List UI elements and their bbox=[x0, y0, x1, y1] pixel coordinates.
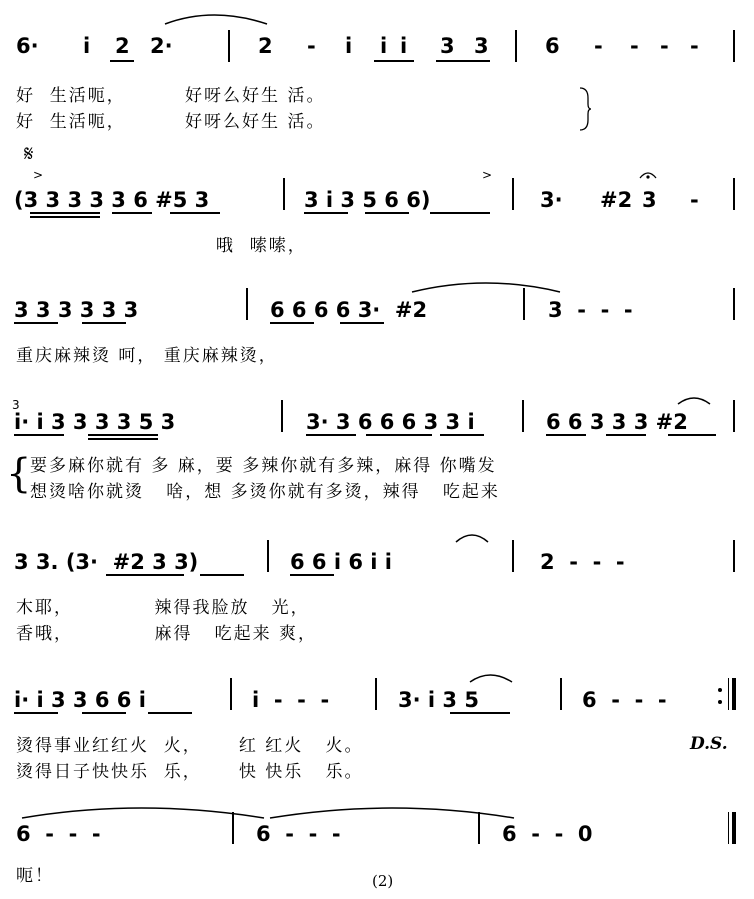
tie-arc bbox=[410, 274, 570, 294]
note: - bbox=[660, 34, 669, 58]
note: - bbox=[307, 34, 316, 58]
note: 3 i 3 5 6 6) bbox=[304, 188, 431, 212]
note: i bbox=[83, 34, 91, 58]
tie-arc bbox=[468, 668, 518, 684]
lyric-line: 烫得事业红红火 火， 红 红火 火。 bbox=[16, 736, 364, 756]
note: 6 6 6 6 3· #2 bbox=[270, 298, 428, 322]
note: i· i 3 3 6 6 i bbox=[14, 688, 146, 712]
note: 2 - - - bbox=[540, 550, 625, 574]
lyric-line: 重庆麻辣烫 呵， 重庆麻辣烫， bbox=[16, 346, 278, 366]
note: 6· bbox=[16, 34, 39, 58]
note: 3 bbox=[440, 34, 455, 58]
lyric-line: 好 生活呃， 好呀么好生 活。 bbox=[16, 112, 326, 132]
accent-icon: > bbox=[33, 168, 44, 182]
note: #2 bbox=[600, 188, 633, 212]
note: 3 - - - bbox=[548, 298, 633, 322]
lyric-line: 好 生活呃， 好呀么好生 活。 bbox=[16, 86, 326, 106]
accent-icon: > bbox=[482, 168, 493, 182]
note: 3 3 3 3 3 3 bbox=[14, 298, 139, 322]
note: - bbox=[630, 34, 639, 58]
note: 6 6 i 6 i i bbox=[290, 550, 392, 574]
note: 2· bbox=[150, 34, 173, 58]
lyric-line: 呃！ bbox=[16, 866, 54, 886]
ds-marking: D.S. bbox=[690, 734, 728, 754]
note: 3 bbox=[474, 34, 489, 58]
note: 6 - - - bbox=[16, 822, 101, 846]
lyric-line: 哦 嗦嗦， bbox=[16, 236, 307, 256]
note: 3 3. (3· #2 3 3) bbox=[14, 550, 199, 574]
note: i bbox=[345, 34, 353, 58]
note: 3· bbox=[540, 188, 563, 212]
note: 6 6 3 3 3 #2 bbox=[546, 410, 688, 434]
note: i - - - bbox=[252, 688, 330, 712]
fermata-icon bbox=[638, 168, 658, 180]
brace: { bbox=[6, 451, 32, 497]
tie-arc bbox=[20, 798, 520, 820]
lyric-line: 要多麻你就有 多 麻，要 多辣你就有多辣，麻得 你嘴发 bbox=[30, 456, 497, 476]
note: 6 bbox=[545, 34, 560, 58]
note: 2 bbox=[258, 34, 273, 58]
lyric-line: 木耶， 辣得我脸放 光， bbox=[16, 598, 310, 618]
lyric-line: 想烫啥你就烫 啥，想 多烫你就有多烫，辣得 吃起来 bbox=[30, 482, 500, 502]
note: 3· 3 6 6 6 3 3 i bbox=[306, 410, 475, 434]
brace bbox=[578, 86, 592, 132]
lyric-line: 香哦， 麻得 吃起来 爽， bbox=[16, 624, 318, 644]
note: i bbox=[380, 34, 388, 58]
note: - bbox=[594, 34, 603, 58]
note: - bbox=[690, 188, 699, 212]
note: - bbox=[690, 34, 699, 58]
tie-arc bbox=[454, 528, 494, 544]
tie-arc bbox=[676, 392, 716, 406]
note: 3· i 3 5 bbox=[398, 688, 479, 712]
note: i bbox=[400, 34, 408, 58]
note: 2 bbox=[115, 34, 130, 58]
segno-icon: 𝄋 bbox=[24, 142, 34, 167]
note: 6 - - - bbox=[582, 688, 667, 712]
note: 3 bbox=[642, 188, 657, 212]
lyric-line: 烫得日子快快乐 乐， 快 快乐 乐。 bbox=[16, 762, 364, 782]
note: 6 - - 0 bbox=[502, 822, 593, 846]
grace-note: 3 bbox=[12, 398, 20, 412]
tie-arc bbox=[163, 6, 273, 26]
note: (3 3 3 3 3 6 #5 3 bbox=[14, 188, 210, 212]
page-number: (2) bbox=[372, 872, 394, 890]
note: i· i 3 3 3 3 5 3 bbox=[14, 410, 176, 434]
note: 6 - - - bbox=[256, 822, 341, 846]
